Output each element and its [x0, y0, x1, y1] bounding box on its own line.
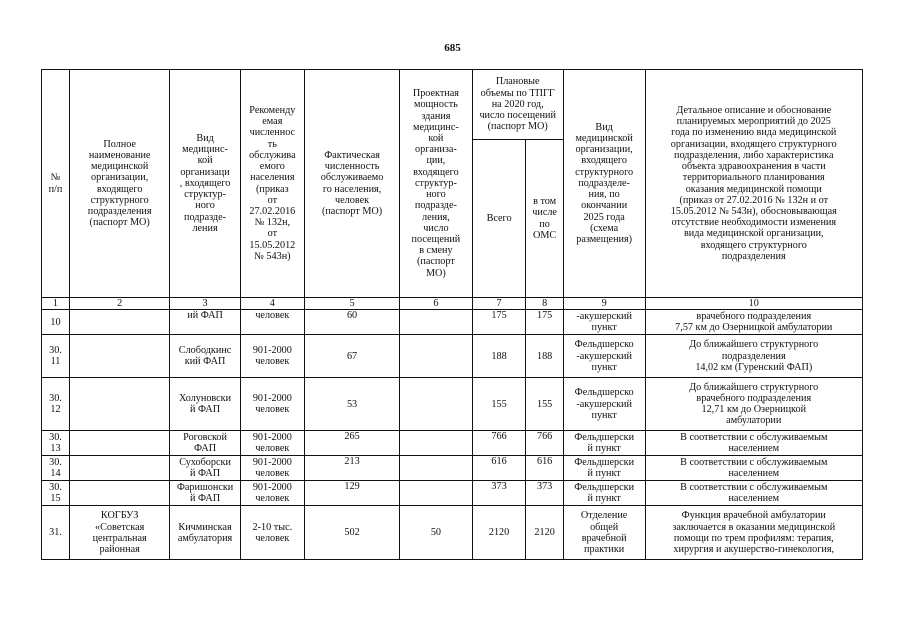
table-row — [42, 456, 863, 481]
cell-total: 175 — [472, 310, 526, 335]
cell-description: До ближайшего структурного врачебного подразделения 12,71 км до Озерницкой амбулатории — [645, 378, 862, 431]
header-total: Всего — [472, 140, 526, 298]
cell-recommended-population: 901-2000 человек — [240, 431, 304, 456]
cell-design-capacity — [400, 378, 472, 431]
cell-recommended-population: человек — [240, 310, 304, 335]
table-row — [42, 310, 863, 335]
header-org-type: Вид медицинс- кой организаци , входящего структур- ного подразде- ления — [170, 70, 240, 298]
cell-total: 2120 — [472, 506, 526, 560]
table-row — [42, 378, 863, 431]
cell-full-name — [69, 481, 169, 506]
cell-design-capacity — [400, 335, 472, 378]
header-full-name: Полное наименование медицинской организации, входящего структурного подразделения (паспорт МО) — [69, 70, 169, 298]
cell-full-name — [69, 335, 169, 378]
column-number: 10 — [645, 298, 862, 310]
table-row — [42, 431, 863, 456]
header-description: Детальное описание и обоснование планируемых мероприятий до 2025 года по изменению вида медицинской организации, входящего структурного подразделения, либо характеристика объекта здравоохранения в части территориального планирования оказания медицинской помощи (приказ от 27.02.2016 № 132н и от 15.05.2012 № 543н), обосновывающая отсутствие необходимости изменения вида медицинской организации, входящего структурного подразделения — [645, 70, 862, 298]
cell-org-type-2025: Фельдшерски й пункт — [563, 431, 645, 456]
table-row — [42, 506, 863, 560]
header-org-type-2025: Вид медицинской организации, входящего структурного подразделе- ния, по окончании 2025 года (схема размещения) — [563, 70, 645, 298]
cell-incl-oms: 766 — [526, 431, 563, 456]
cell-org-type-2025: Фельдшерско -акушерский пункт — [563, 335, 645, 378]
cell-org-type: Фаришонски й ФАП — [170, 481, 240, 506]
cell-org-type: ий ФАП — [170, 310, 240, 335]
cell-actual-population: 60 — [304, 310, 399, 335]
cell-full-name — [69, 310, 169, 335]
cell-number: 31. — [42, 506, 70, 560]
cell-actual-population: 53 — [304, 378, 399, 431]
cell-design-capacity — [400, 481, 472, 506]
table-row — [42, 481, 863, 506]
cell-recommended-population: 901-2000 человек — [240, 456, 304, 481]
cell-org-type-2025: Фельдшерско -акушерский пункт — [563, 378, 645, 431]
cell-incl-oms: 155 — [526, 378, 563, 431]
header-incl-oms: в том числе по ОМС — [526, 140, 563, 298]
cell-total: 188 — [472, 335, 526, 378]
table-row — [42, 335, 863, 378]
cell-org-type: Роговской ФАП — [170, 431, 240, 456]
cell-number: 30. 11 — [42, 335, 70, 378]
cell-actual-population: 502 — [304, 506, 399, 560]
page-number: 685 — [444, 42, 461, 54]
header-recommended-population: Рекоменду емая численнос ть обслужива емого населения (приказ от 27.02.2016 № 132н, от 15.05.2012 № 543н) — [240, 70, 304, 298]
header-design-capacity: Проектная мощность здания медицинс- кой организа- ции, входящего структур- ного подразде- ления, число посещений в смену (паспорт МО) — [400, 70, 472, 298]
header-number: № п/п — [42, 70, 70, 298]
cell-description: В соответствии с обслуживаемым населением — [645, 431, 862, 456]
cell-org-type: Кичминская амбулатория — [170, 506, 240, 560]
cell-description: В соответствии с обслуживаемым населением — [645, 481, 862, 506]
cell-actual-population: 265 — [304, 431, 399, 456]
cell-design-capacity: 50 — [400, 506, 472, 560]
cell-design-capacity — [400, 456, 472, 481]
cell-actual-population: 129 — [304, 481, 399, 506]
cell-description: До ближайшего структурного подразделения 14,02 км (Гуренский ФАП) — [645, 335, 862, 378]
facilities-table — [41, 69, 863, 560]
cell-total: 155 — [472, 378, 526, 431]
cell-total: 616 — [472, 456, 526, 481]
cell-incl-oms: 373 — [526, 481, 563, 506]
column-number: 9 — [563, 298, 645, 310]
cell-recommended-population: 901-2000 человек — [240, 335, 304, 378]
column-number: 2 — [69, 298, 169, 310]
column-numbers-row — [42, 298, 863, 310]
column-number: 7 — [472, 298, 526, 310]
column-number: 1 — [42, 298, 70, 310]
cell-full-name: КОГБУЗ «Советская центральная районная — [69, 506, 169, 560]
cell-recommended-population: 2-10 тыс. человек — [240, 506, 304, 560]
cell-number: 30. 14 — [42, 456, 70, 481]
cell-total: 373 — [472, 481, 526, 506]
cell-total: 766 — [472, 431, 526, 456]
cell-incl-oms: 616 — [526, 456, 563, 481]
cell-design-capacity — [400, 310, 472, 335]
cell-org-type: Холуновски й ФАП — [170, 378, 240, 431]
cell-org-type-2025: Отделение общей врачебной практики — [563, 506, 645, 560]
cell-incl-oms: 2120 — [526, 506, 563, 560]
cell-incl-oms: 175 — [526, 310, 563, 335]
header-planned-volumes: Плановые объемы по ТПГГ на 2020 год, число посещений (паспорт МО) — [472, 70, 563, 140]
column-number: 4 — [240, 298, 304, 310]
cell-number: 30. 12 — [42, 378, 70, 431]
cell-recommended-population: 901-2000 человек — [240, 378, 304, 431]
header-actual-population: Фактическая численность обслуживаемо го населения, человек (паспорт МО) — [304, 70, 399, 298]
cell-number: 30. 13 — [42, 431, 70, 456]
cell-description: Функция врачебной амбулатории заключается в оказании медицинской помощи по трем профилям: терапия, хирургия и акушерство-гинекология, — [645, 506, 862, 560]
cell-full-name — [69, 378, 169, 431]
cell-org-type-2025: Фельдшерски й пункт — [563, 481, 645, 506]
cell-org-type: Слободкинс кий ФАП — [170, 335, 240, 378]
column-number: 8 — [526, 298, 563, 310]
cell-org-type: Сухоборски й ФАП — [170, 456, 240, 481]
cell-recommended-population: 901-2000 человек — [240, 481, 304, 506]
cell-full-name — [69, 431, 169, 456]
cell-number: 10 — [42, 310, 70, 335]
column-number: 5 — [304, 298, 399, 310]
cell-number: 30. 15 — [42, 481, 70, 506]
cell-org-type-2025: Фельдшерски й пункт — [563, 456, 645, 481]
column-number: 3 — [170, 298, 240, 310]
column-number: 6 — [400, 298, 472, 310]
cell-actual-population: 213 — [304, 456, 399, 481]
cell-description: В соответствии с обслуживаемым населением — [645, 456, 862, 481]
cell-design-capacity — [400, 431, 472, 456]
cell-full-name — [69, 456, 169, 481]
cell-actual-population: 67 — [304, 335, 399, 378]
cell-description: врачебного подразделения 7,57 км до Озерницкой амбулатории — [645, 310, 862, 335]
cell-incl-oms: 188 — [526, 335, 563, 378]
cell-org-type-2025: -акушерский пункт — [563, 310, 645, 335]
